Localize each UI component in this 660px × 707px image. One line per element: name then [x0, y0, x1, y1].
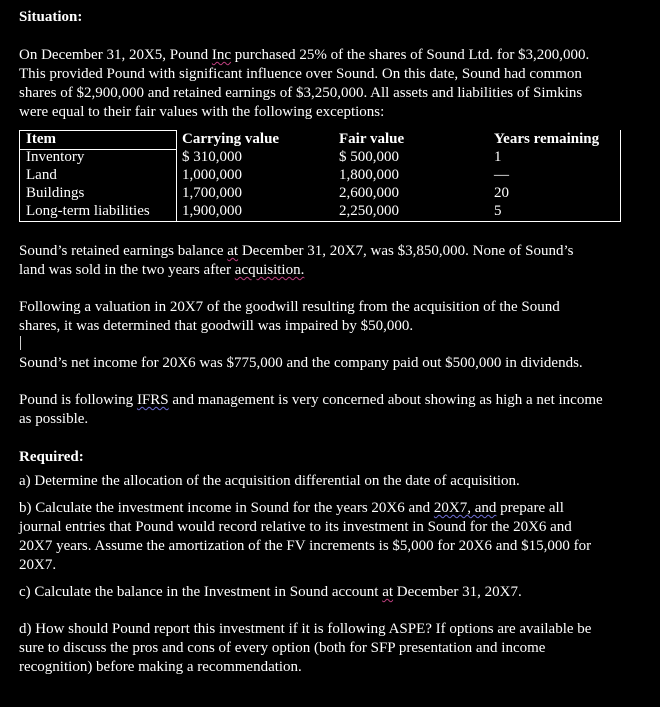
- spell-flag-ifrs[interactable]: IFRS: [136, 392, 169, 408]
- spell-flag-acquisition[interactable]: acquisition.: [234, 262, 305, 278]
- table-cell: 1,000,000: [182, 167, 242, 183]
- table-cell: 20: [494, 185, 509, 201]
- table-cell: $ 310,000: [182, 149, 242, 165]
- net-income-paragraph: Sound’s net income for 20X6 was $775,000 and the company paid out $500,000 in dividends.: [19, 355, 583, 371]
- grammar-flag-20x7-and[interactable]: 20X7, and: [433, 500, 497, 516]
- header-carrying-value: Carrying value: [182, 131, 280, 147]
- situation-heading: Situation:: [19, 9, 83, 25]
- header-years-remaining: Years remaining: [494, 131, 600, 147]
- table-cell: 1,900,000: [182, 203, 242, 219]
- table-cell: $ 500,000: [339, 149, 399, 165]
- required-c: c) Calculate the balance in the Investment in Sound account at December 31, 20X7.: [19, 584, 522, 600]
- table-cell: Land: [26, 167, 57, 183]
- table-cell: 5: [494, 203, 502, 219]
- header-fair-value: Fair value: [339, 131, 405, 147]
- required-b: b) Calculate the investment income in Sound for the years 20X6 and 20X7, and prepare all journal entries that Pound would record relative to its investment in Sound for the 20X6 and 20X7 years. Assume the amortization of the FV increments is $5,000 for 20X6 and $15,000 for 20X7.: [19, 500, 592, 573]
- spell-flag-at[interactable]: at: [227, 243, 239, 259]
- required-heading: Required:: [19, 449, 84, 465]
- intro-paragraph: On December 31, 20X5, Pound Inc purchased 25% of the shares of Sound Ltd. for $3,200,000. This provided Pound with significant influence over Sound. On this date, Sound had common shares of $2,900,000 and retained earnings of $3,250,000. All assets and liabilities of Simkins were equal to their fair values with the following exceptions:: [19, 47, 590, 120]
- document-body: [19, 8, 649, 677]
- table-cell: —: [494, 167, 509, 183]
- required-a: a) Determine the allocation of the acquisition differential on the date of acquisition.: [19, 473, 520, 489]
- text-cursor: [20, 336, 21, 350]
- table-cell: Buildings: [26, 185, 85, 201]
- table-cell: Inventory: [26, 149, 85, 165]
- spell-flag-at-2[interactable]: at: [382, 584, 394, 600]
- table-cell: 2,250,000: [339, 203, 399, 219]
- table-cell: 1,700,000: [182, 185, 242, 201]
- header-item: Item: [26, 131, 56, 147]
- ifrs-paragraph: Pound is following IFRS and management is very concerned about showing as high a net income as possible.: [19, 392, 603, 427]
- table-cell: 1: [494, 149, 502, 165]
- fair-value-table: [19, 130, 621, 222]
- table-cell: Long-term liabilities: [26, 203, 150, 219]
- required-d: d) How should Pound report this investment if it is following ASPE? If options are available be sure to discuss the pros and cons of every option (both for SFP presentation and income recognition) before making a recommendation.: [19, 621, 592, 675]
- retained-earnings-paragraph: Sound’s retained earnings balance at December 31, 20X7, was $3,850,000. None of Sound’s land was sold in the two years after acquisition.: [19, 243, 574, 278]
- spell-flag-inc[interactable]: Inc: [211, 47, 232, 63]
- table-cell: 2,600,000: [339, 185, 399, 201]
- goodwill-paragraph: Following a valuation in 20X7 of the goodwill resulting from the acquisition of the Sound shares, it was determined that goodwill was impaired by $50,000.: [19, 299, 560, 334]
- table-cell: 1,800,000: [339, 167, 399, 183]
